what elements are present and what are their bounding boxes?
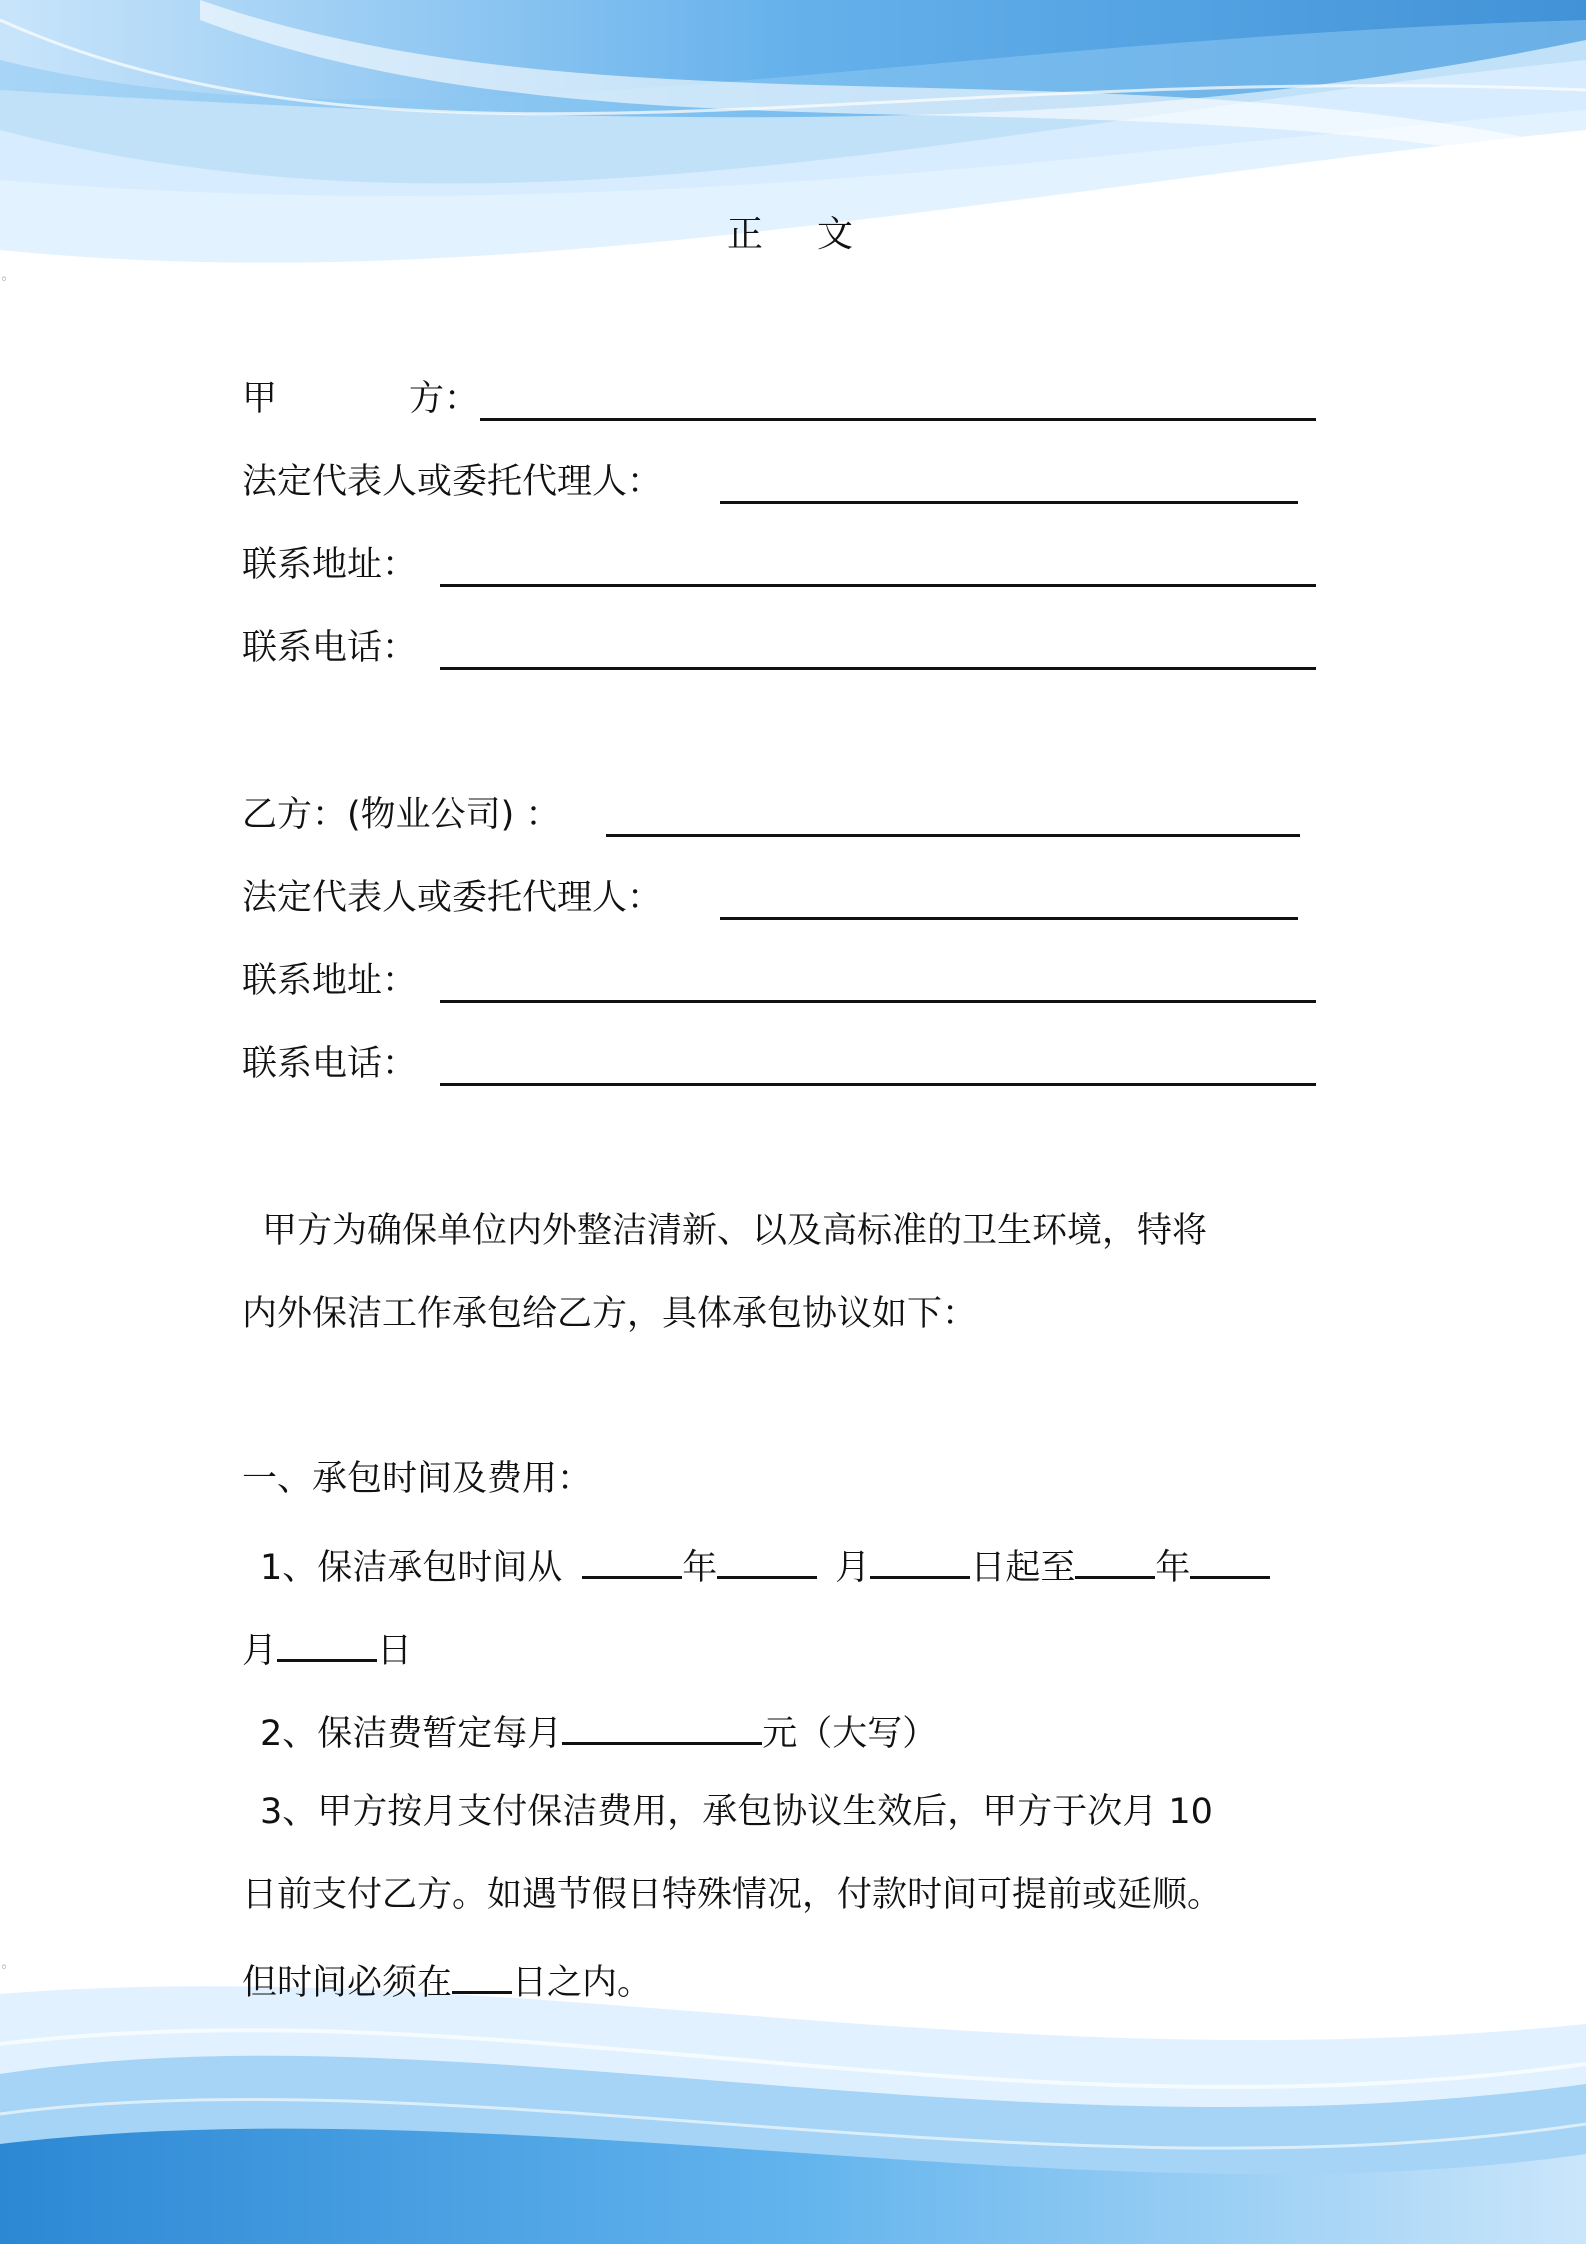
party-a-address-field[interactable] (440, 584, 1316, 587)
page-title (0, 206, 1586, 257)
party-a-rep-row (242, 461, 662, 503)
start-month-field[interactable] (717, 1542, 817, 1579)
party-a-rep-label: 法定代表人或委托代理人： (242, 462, 663, 502)
payment-deadline-days-field[interactable] (452, 1957, 512, 1994)
party-b-name-field[interactable] (606, 834, 1300, 837)
party-b-label: 乙方：(物业公司) ： (242, 795, 561, 835)
party-a-address-label: 联系地址： (242, 545, 418, 585)
start-year-field[interactable] (582, 1542, 682, 1579)
clause-1-2-prefix: 2、保洁费暂定每月 (260, 1714, 563, 1754)
party-a-phone-row (242, 627, 417, 669)
clause-1-3-line-1: 3、甲方按月支付保洁费用，承包协议生效后，甲方于次月 10 (260, 1792, 1213, 1832)
clause-1-2 (260, 1708, 937, 1755)
party-a-name-row (242, 378, 479, 420)
party-b-phone-field[interactable] (440, 1083, 1316, 1086)
party-b-name-row (242, 794, 560, 836)
end-year-field[interactable] (1075, 1542, 1155, 1579)
clause-1-3-line-3-prefix: 但时间必须在 (242, 1963, 453, 2003)
section-1-heading: 一、承包时间及费用： (242, 1459, 593, 1499)
bottom-wave-decoration (0, 1884, 1586, 2244)
party-a-name-field[interactable] (480, 418, 1316, 421)
title-char: 文 (817, 214, 860, 255)
day-to-label: 日起至 (970, 1548, 1076, 1588)
month-label: 月 (242, 1631, 278, 1671)
intro-line-1: 甲方为确保单位内外整洁清新、以及高标准的卫生环境，特将 (262, 1211, 1208, 1251)
clause-1-3-line-3-suffix: 日之内。 (512, 1963, 653, 2003)
end-month-field[interactable] (1190, 1542, 1270, 1579)
year-label: 年 (1155, 1548, 1191, 1588)
clause-1-1-line-1 (260, 1542, 1270, 1589)
party-a-phone-field[interactable] (440, 667, 1316, 670)
party-b-rep-row (242, 877, 662, 919)
margin-mark: ◦ (0, 272, 9, 288)
party-a-phone-label: 联系电话： (242, 628, 418, 668)
margin-mark: ◦ (0, 1960, 9, 1976)
month-label: 月 (835, 1548, 871, 1588)
party-b-rep-field[interactable] (720, 917, 1298, 920)
intro-line-2: 内外保洁工作承包给乙方，具体承包协议如下： (242, 1294, 978, 1334)
clause-1-1-line-2 (242, 1625, 412, 1672)
title-char: 正 (726, 214, 769, 255)
day-label: 日 (377, 1631, 413, 1671)
clause-1-2-suffix: 元（大写） (762, 1714, 938, 1754)
party-b-phone-label: 联系电话： (242, 1044, 418, 1084)
party-b-phone-row (242, 1043, 417, 1085)
year-label: 年 (682, 1548, 718, 1588)
monthly-fee-field[interactable] (562, 1708, 762, 1745)
party-a-label-last: 方： (409, 379, 480, 419)
party-a-address-row (242, 544, 417, 586)
party-a-label-first: 甲 (242, 379, 278, 419)
party-a-rep-field[interactable] (720, 501, 1298, 504)
end-day-field[interactable] (277, 1625, 377, 1662)
party-b-address-row (242, 960, 417, 1002)
party-b-rep-label: 法定代表人或委托代理人： (242, 878, 663, 918)
clause-1-1-prefix: 1、保洁承包时间从 (260, 1548, 563, 1588)
party-b-address-field[interactable] (440, 1000, 1316, 1003)
start-day-field[interactable] (870, 1542, 970, 1579)
clause-1-3-line-2: 日前支付乙方。如遇节假日特殊情况，付款时间可提前或延顺。 (242, 1875, 1223, 1915)
clause-1-3-line-3 (242, 1957, 652, 2004)
party-b-address-label: 联系地址： (242, 961, 418, 1001)
